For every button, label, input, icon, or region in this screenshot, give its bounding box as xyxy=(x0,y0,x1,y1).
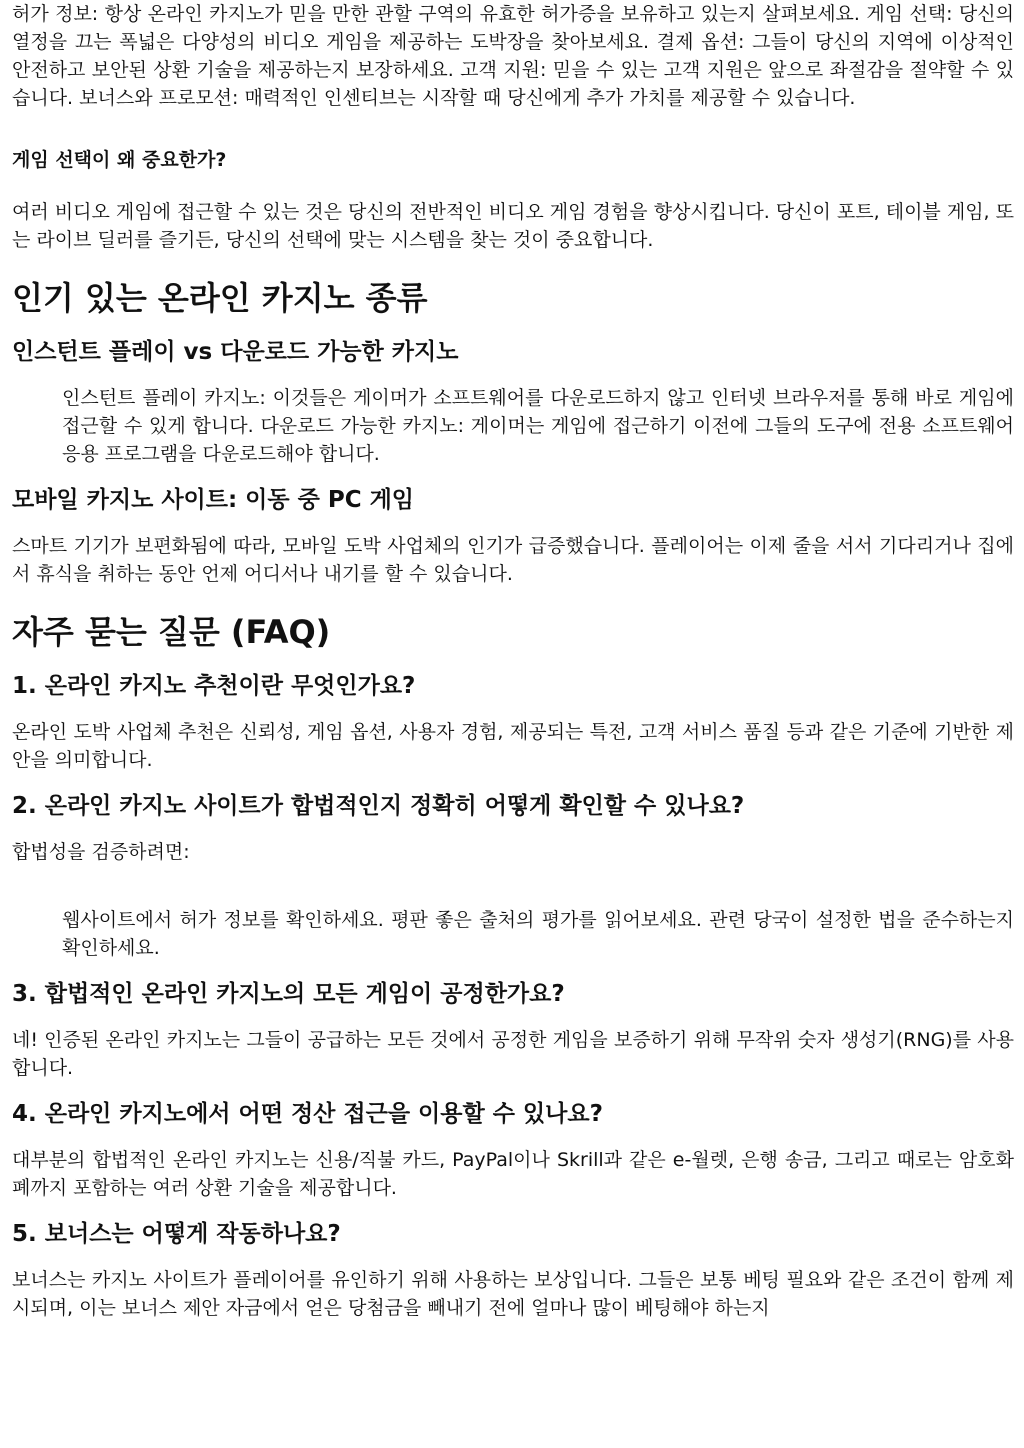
faq-answer-5: 보너스는 카지노 사이트가 플레이어를 유인하기 위해 사용하는 보상입니다. 그들은 보통 베팅 필요와 같은 조건이 함께 제시되며, 이는 보너스 제안 자금에서 얻은 당첨금을 빼내기 전에 얼마나 많이 베팅해야 하는지 xyxy=(12,1269,1014,1319)
game-selection-body: 여러 비디오 게임에 접근할 수 있는 것은 당신의 전반적인 비디오 게임 경험을 향상시킵니다. 당신이 포트, 테이블 게임, 또는 라이브 딜러를 즐기든, 당신의 선택에 맞는 시스템을 찾는 것이 중요합니다. xyxy=(12,201,1014,251)
faq-question-5: 5. 보너스는 어떻게 작동하나요? xyxy=(12,1221,341,1247)
instant-vs-download-quote xyxy=(62,384,1014,468)
faq-answer-2-quote-text: 웹사이트에서 허가 정보를 확인하세요. 평판 좋은 출처의 평가를 읽어보세요. 관련 당국이 설정한 법을 준수하는지 확인하세요. xyxy=(62,909,1014,959)
mobile-casino-heading: 모바일 카지노 사이트: 이동 중 PC 게임 xyxy=(12,487,415,513)
instant-vs-download-text: 인스턴트 플레이 카지노: 이것들은 게이머가 소프트웨어를 다운로드하지 않고 인터넷 브라우저를 통해 바로 게임에 접근할 수 있게 합니다. 다운로드 가능한 카지노: 게이머는 게임에 접근하기 이전에 그들의 도구에 전용 소프트웨어 응용 프로그램을 다운로드해야 합니다. xyxy=(62,387,1014,465)
faq-answer-1: 온라인 도박 사업체 추천은 신뢰성, 게임 옵션, 사용자 경험, 제공되는 특전, 고객 서비스 품질 등과 같은 기준에 기반한 제안을 의미합니다. xyxy=(12,721,1014,771)
faq-answer-4: 대부분의 합법적인 온라인 카지노는 신용/직불 카드, PayPal이나 Skrill과 같은 e-월렛, 은행 송금, 그리고 때로는 암호화폐까지 포함하는 여러 상환 기술을 제공합니다. xyxy=(12,1149,1014,1199)
faq-question-2: 2. 온라인 카지노 사이트가 합법적인지 정확히 어떻게 확인할 수 있나요? xyxy=(12,793,745,819)
faq-question-4: 4. 온라인 카지노에서 어떤 정산 접근을 이용할 수 있나요? xyxy=(12,1101,603,1127)
faq-answer-3: 네! 인증된 온라인 카지노는 그들이 공급하는 모든 것에서 공정한 게임을 보증하기 위해 무작위 숫자 생성기(RNG)를 사용합니다. xyxy=(12,1029,1014,1079)
intro-paragraph: 허가 정보: 항상 온라인 카지노가 믿을 만한 관할 구역의 유효한 허가증을 보유하고 있는지 살펴보세요. 게임 선택: 당신의 열정을 끄는 폭넓은 다양성의 비디오 게임을 제공하는 도박장을 찾아보세요. 결제 옵션: 그들이 당신의 지역에 이상적인 안전하고 보안된 상환 기술을 제공하는지 보장하세요. 고객 지원: 믿을 수 있는 고객 지원은 앞으로 좌절감을 절약할 수 있습니다. 보너스와 프로모션: 매력적인 인센티브는 시작할 때 당신에게 추가 가치를 제공할 수 있습니다. xyxy=(12,3,1014,109)
instant-vs-download-heading: 인스턴트 플레이 vs 다운로드 가능한 카지노 xyxy=(12,339,459,365)
faq-heading: 자주 묻는 질문 (FAQ) xyxy=(12,613,331,651)
faq-answer-2-quote xyxy=(62,906,1014,962)
faq-answer-2: 합법성을 검증하려면: xyxy=(12,841,190,863)
popular-types-heading: 인기 있는 온라인 카지노 종류 xyxy=(12,279,428,317)
game-selection-heading: 게임 선택이 왜 중요한가? xyxy=(12,149,227,171)
faq-question-3: 3. 합법적인 온라인 카지노의 모든 게임이 공정한가요? xyxy=(12,981,565,1007)
faq-question-1: 1. 온라인 카지노 추천이란 무엇인가요? xyxy=(12,673,416,699)
mobile-casino-body: 스마트 기기가 보편화됨에 따라, 모바일 도박 사업체의 인기가 급증했습니다. 플레이어는 이제 줄을 서서 기다리거나 집에서 휴식을 취하는 동안 언제 어디서나 내기를 할 수 있습니다. xyxy=(12,535,1014,585)
